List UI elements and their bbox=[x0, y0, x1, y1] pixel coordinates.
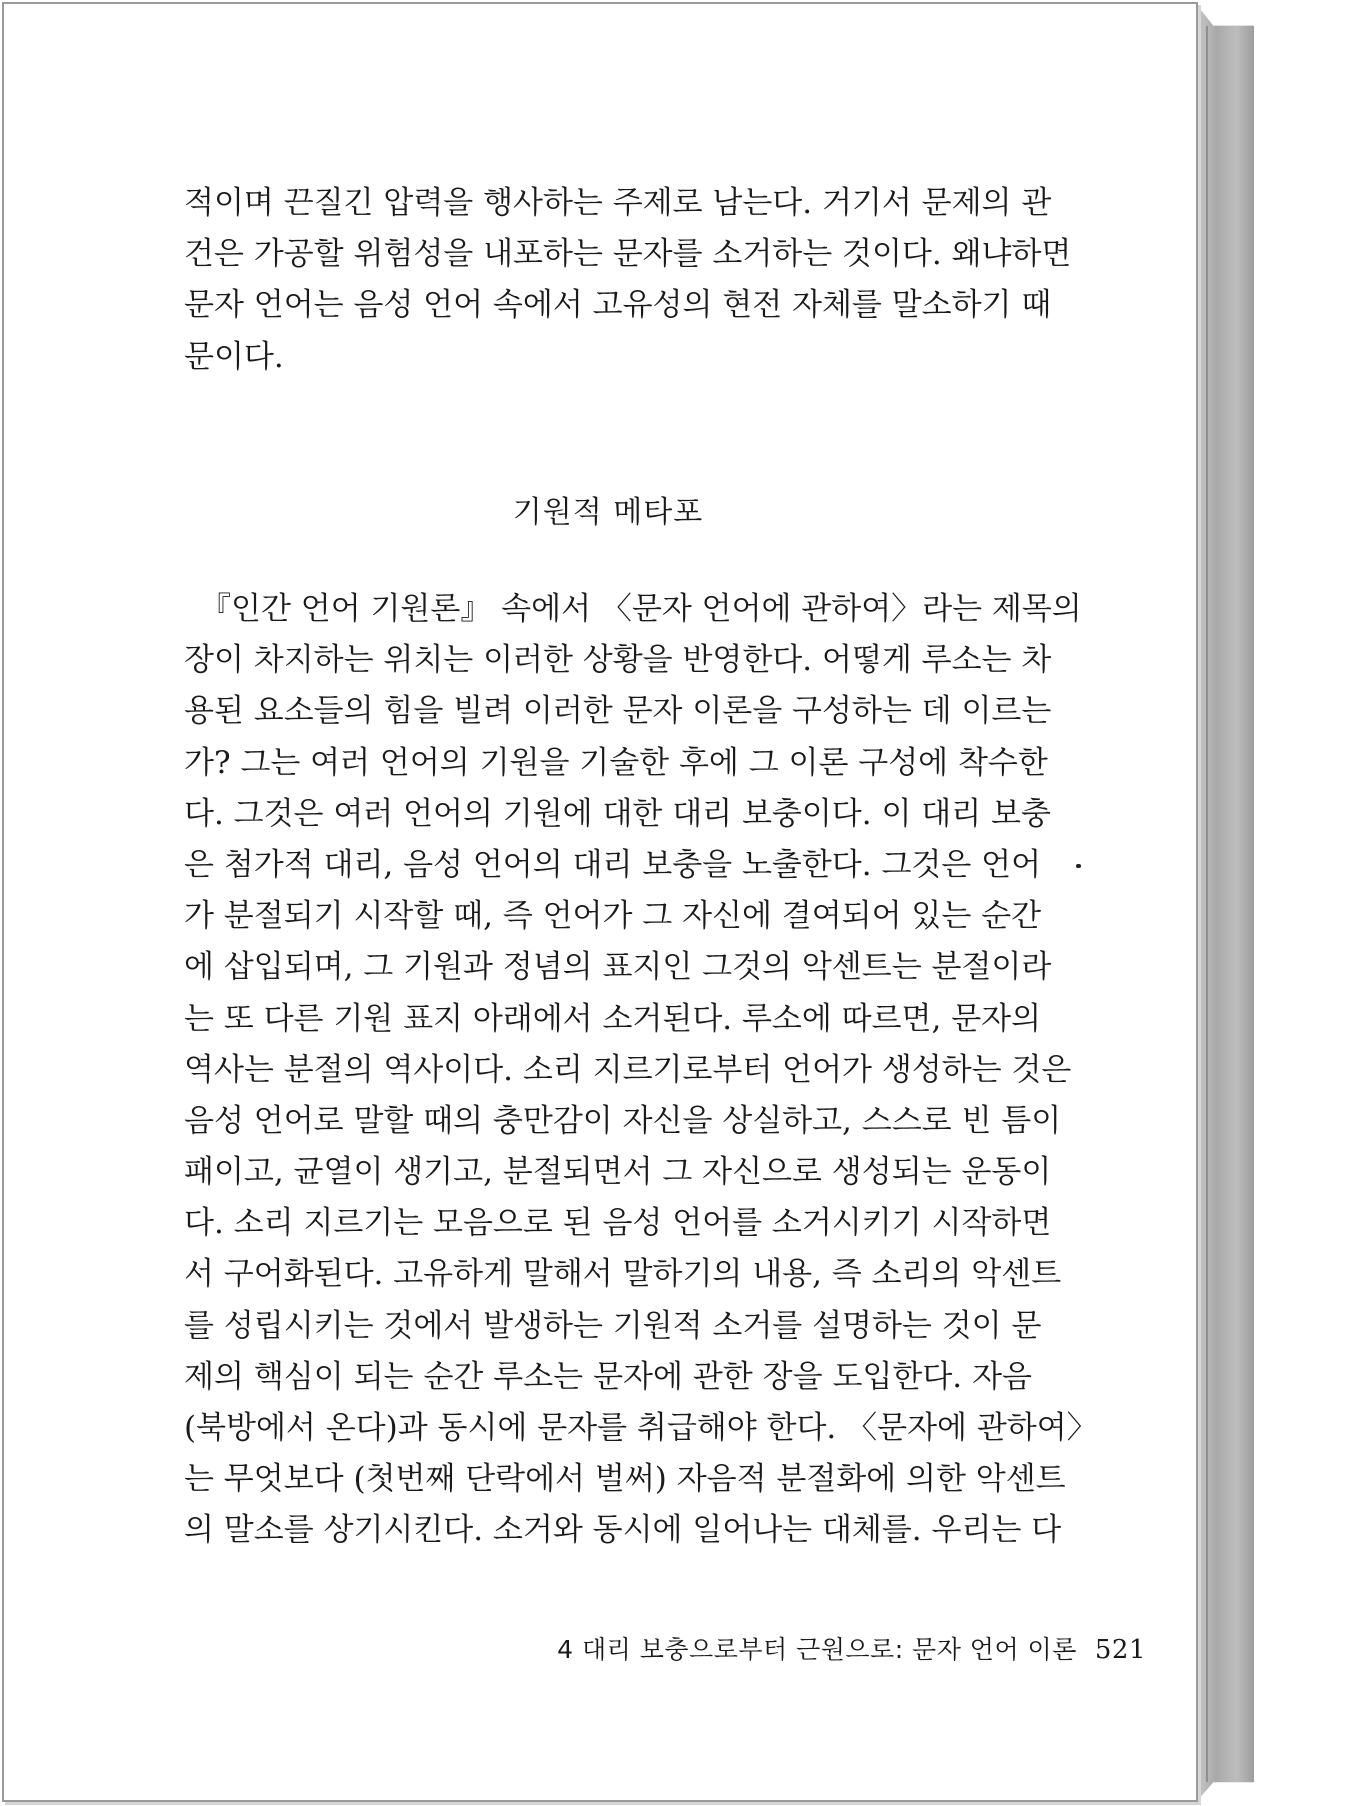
text-line: 의 말소를 상기시킨다. 소거와 동시에 일어나는 대체를. 우리는 다 bbox=[184, 1512, 1062, 1549]
scan-speck bbox=[1076, 864, 1081, 868]
page-footer bbox=[557, 1630, 1146, 1666]
text-line: 건은 가공할 위험성을 내포하는 문자를 소거하는 것이다. 왜냐하면 bbox=[184, 236, 1072, 273]
text-line: 에 삽입되며, 그 기원과 정념의 표지인 그것의 악센트는 분절이라 bbox=[184, 949, 1052, 986]
paragraph-continued bbox=[184, 178, 1072, 383]
text-line: 문이다. bbox=[184, 338, 284, 375]
text-line: 『인간 언어 기원론』 속에서 〈문자 언어에 관하여〉라는 제목의 bbox=[200, 591, 1082, 627]
text-line: 제의 핵심이 되는 순간 루소는 문자에 관한 장을 도입한다. 자음 bbox=[184, 1358, 1032, 1395]
text-line: 음성 언어로 말할 때의 충만감이 자신을 상실하고, 스스로 빈 틈이 bbox=[184, 1102, 1062, 1139]
book-edge bbox=[1196, 4, 1254, 1802]
text-line: 는 무엇보다 (첫번째 단락에서 벌써) 자음적 분절화에 의한 악센트 bbox=[184, 1461, 1066, 1498]
page-number: 521 bbox=[1094, 1635, 1146, 1665]
paragraph-main bbox=[184, 584, 1098, 1557]
text-line: 가 분절되기 시작할 때, 즉 언어가 그 자신에 결여되어 있는 순간 bbox=[184, 898, 1042, 935]
running-title: 4 대리 보충으로부터 근원으로: 문자 언어 이론 bbox=[557, 1635, 1077, 1664]
text-line: 용된 요소들의 힘을 빌려 이러한 문자 이론을 구성하는 데 이르는 bbox=[184, 693, 1052, 730]
text-line: 가? 그는 여러 언어의 기원을 기술한 후에 그 이론 구성에 착수한 bbox=[184, 744, 1048, 781]
text-line: 서 구어화된다. 고유하게 말해서 말하기의 내용, 즉 소리의 악센트 bbox=[184, 1256, 1062, 1293]
text-line: 다. 소리 지르기는 모음으로 된 음성 언어를 소거시키기 시작하면 bbox=[184, 1205, 1052, 1242]
text-line: 역사는 분절의 역사이다. 소리 지르기로부터 언어가 생성하는 것은 bbox=[184, 1051, 1072, 1088]
text-line: 장이 차지하는 위치는 이러한 상황을 반영한다. 어떻게 루소는 차 bbox=[184, 642, 1052, 679]
text-line: 는 또 다른 기원 표지 아래에서 소거된다. 루소에 따르면, 문자의 bbox=[184, 1000, 1042, 1037]
section-heading: 기원적 메타포 bbox=[512, 495, 704, 530]
text-line: 적이며 끈질긴 압력을 행사하는 주제로 남는다. 거기서 문제의 관 bbox=[184, 185, 1052, 221]
text-line: 은 첨가적 대리, 음성 언어의 대리 보충을 노출한다. 그것은 언어 bbox=[184, 846, 1042, 883]
book-edge-line bbox=[1206, 26, 1208, 1782]
text-line: (북방에서 온다)과 동시에 문자를 취급해야 한다. 〈문자에 관하여〉 bbox=[184, 1410, 1098, 1446]
text-line: 패이고, 균열이 생기고, 분절되면서 그 자신으로 생성되는 운동이 bbox=[184, 1154, 1052, 1191]
text-line: 를 성립시키는 것에서 발생하는 기원적 소거를 설명하는 것이 문 bbox=[184, 1307, 1042, 1344]
text-line: 다. 그것은 여러 언어의 기원에 대한 대리 보충이다. 이 대리 보충 bbox=[184, 795, 1051, 832]
text-line: 문자 언어는 음성 언어 속에서 고유성의 현전 자체를 말소하기 때 bbox=[184, 287, 1052, 324]
